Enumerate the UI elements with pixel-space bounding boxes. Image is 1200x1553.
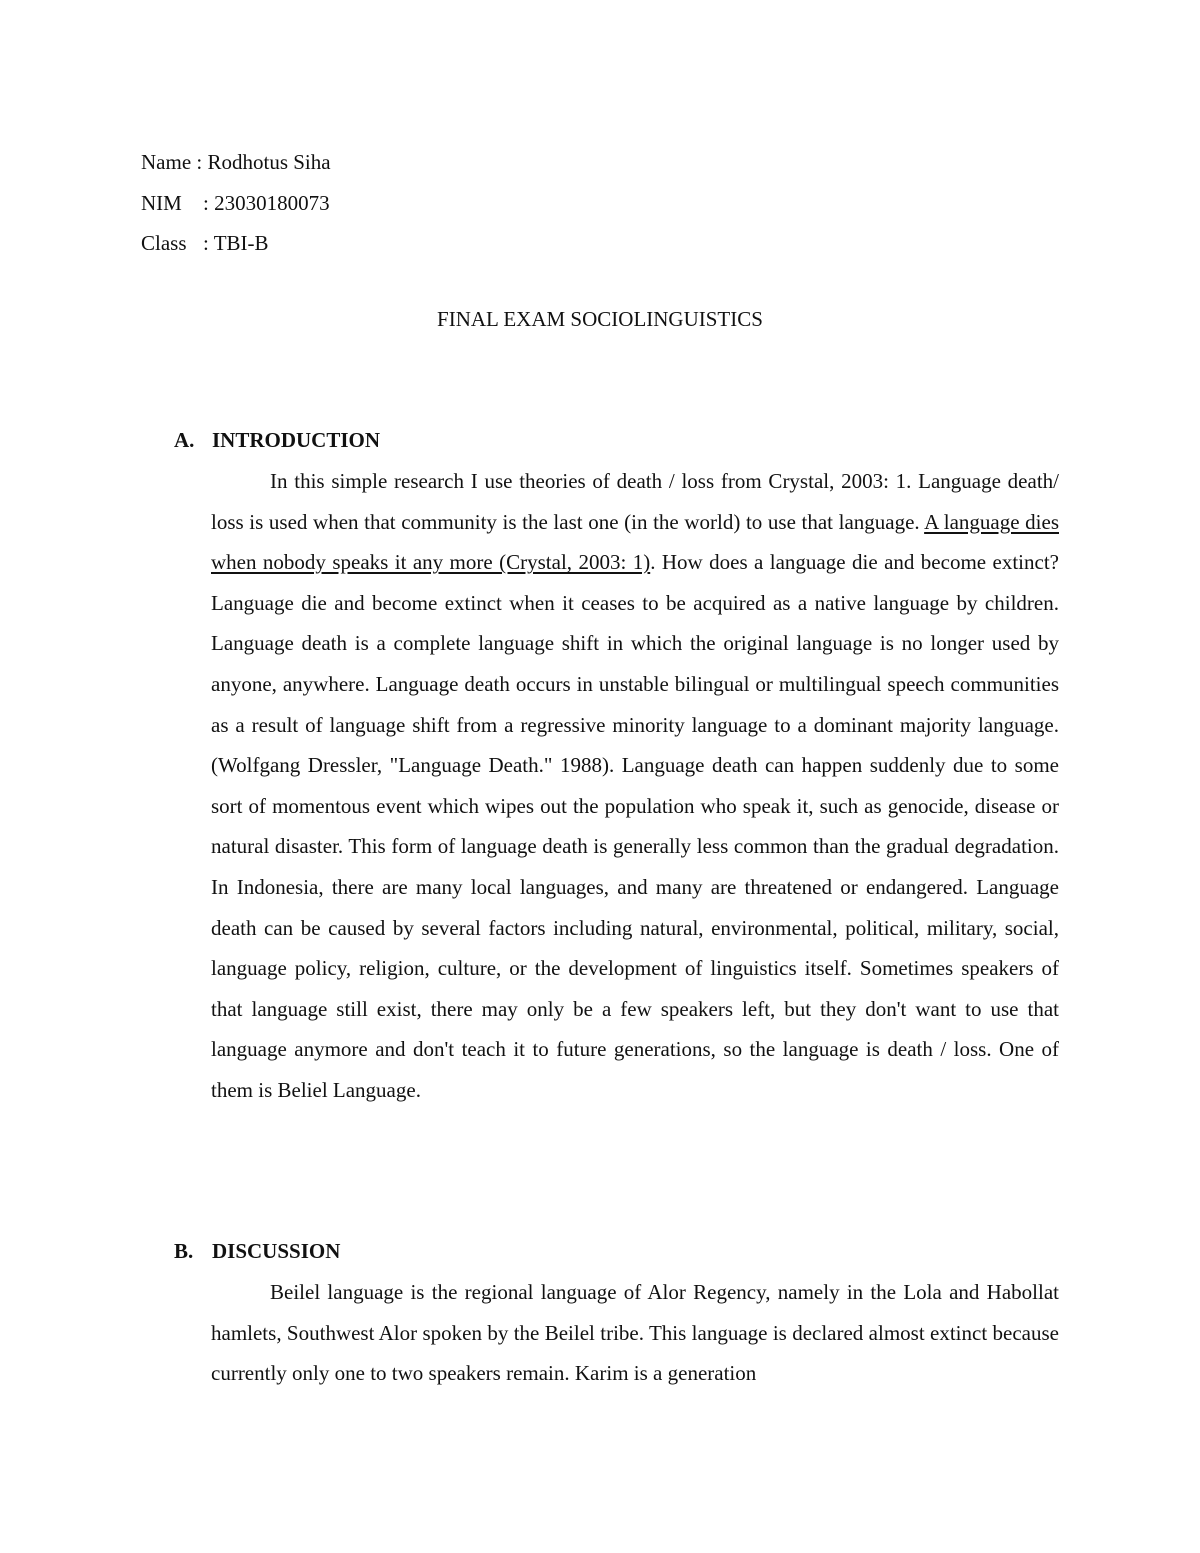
- section-heading-discussion: [174, 1236, 340, 1266]
- class-label: Class: [141, 231, 187, 255]
- nim-value: : 23030180073: [203, 190, 330, 215]
- name-label: Name: [141, 150, 192, 174]
- introduction-text-end: . How does a language die and become extinct? Language die and become extinct when it ceases to be acquired as a native language by children. Language death is a complete language shift in which the original language is no longer used by anyone, anywhere. Language death occurs in unstable bilingual or multilingual speech communities as a result of language shift from a regressive minority language to a dominant majority language. (Wolfgang Dressler, "Language Death." 1988). Language death can happen suddenly due to some sort of momentous event which wipes out the population who speak it, such as genocide, disease or natural disaster. This form of language death is generally less common than the gradual degradation. In Indonesia, there are many local languages, and many are threatened or endangered. Language death can be caused by several factors including natural, environmental, political, military, social, language policy, religion, culture, or the development of linguistics itself. Sometimes speakers of that language still exist, there may only be a few speakers left, but they don't want to use that language anymore and don't teach it to future generations, so the language is death / loss. One of them is Beliel Language.: [211, 550, 1059, 1102]
- student-nim-row: [141, 183, 331, 224]
- student-class-row: [141, 223, 331, 264]
- section-title: INTRODUCTION: [212, 428, 381, 452]
- section-title: DISCUSSION: [212, 1239, 341, 1263]
- section-heading-introduction: [174, 425, 380, 455]
- introduction-paragraph: [211, 461, 1059, 1111]
- discussion-paragraph: [211, 1272, 1059, 1394]
- introduction-text-start: In this simple research I use theories of death / loss from Crystal, 2003: 1. Language death/ loss is used when that community is the last one (in the world) to use that language.: [211, 469, 1059, 534]
- class-value: : TBI-B: [203, 231, 269, 255]
- student-info: [141, 142, 331, 264]
- nim-label: NIM: [141, 190, 182, 215]
- section-letter: A.: [174, 428, 195, 452]
- document-title: FINAL EXAM SOCIOLINGUISTICS: [437, 307, 763, 331]
- discussion-text: Beilel language is the regional language of Alor Regency, namely in the Lola and Habollat hamlets, Southwest Alor spoken by the Beilel tribe. This language is declared almost extinct because currently only one to two speakers remain. Karim is a generation: [211, 1280, 1059, 1386]
- section-letter: B.: [174, 1239, 194, 1263]
- name-value: : Rodhotus Siha: [196, 150, 331, 174]
- underlined-quote: A language dies when nobody speaks it any more (Crystal, 2003: 1): [211, 509, 1059, 575]
- student-name-row: [141, 142, 331, 183]
